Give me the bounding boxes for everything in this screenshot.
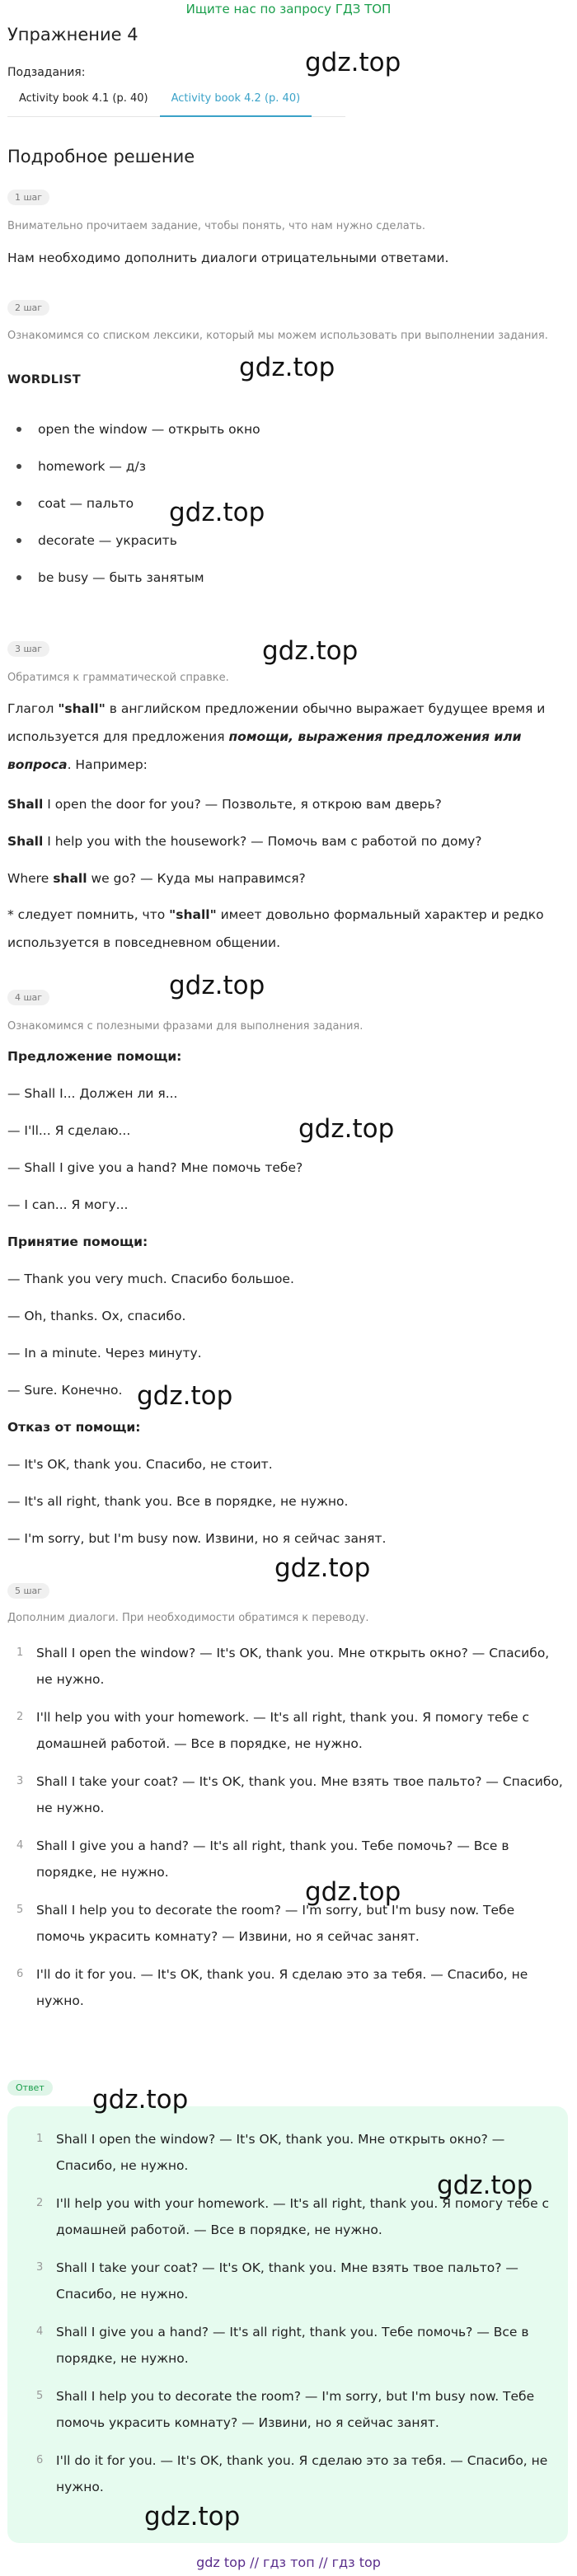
step-hint: Обратимся к грамматической справке. bbox=[7, 672, 229, 684]
watermark: gdz.top bbox=[169, 971, 265, 1000]
offer-title: Предложение помощи: bbox=[7, 1049, 182, 1064]
bullet-icon bbox=[16, 427, 21, 432]
list-item: 6 I'll do it for you. — It's OK, thank you. Я сделаю это за тебя. — Спасибо, не нужно. bbox=[16, 1967, 528, 2008]
top-banner[interactable]: Ищите нас по запросу ГДЗ ТОП bbox=[185, 2, 392, 16]
watermark: gdz.top bbox=[137, 1381, 233, 1411]
grammar-explanation: Глагол "shall" в английском предложении обычно выражает будущее время и используется для предложения помощи, выражения предложения или вопроса. Например: bbox=[7, 701, 546, 772]
list-item: 5 Shall I help you to decorate the room? — I'm sorry, but I'm busy now. Тебе помочь украсить комнату? — Извини, но я сейчас занят. bbox=[16, 1903, 515, 1944]
subtask-tabs bbox=[7, 89, 345, 117]
phrase-line: — Shall I give you a hand? Мне помочь тебе? bbox=[7, 1160, 303, 1175]
example-line: Shall I open the door for you? — Позвольте, я открою вам дверь? bbox=[7, 797, 442, 812]
list-item: 2 I'll help you with your homework. — It's all right, thank you. Я помогу тебе с домашней работой. — Все в порядке, не нужно. bbox=[36, 2196, 550, 2237]
bullet-icon bbox=[16, 501, 21, 506]
bullet-icon bbox=[16, 464, 21, 469]
step-badge: 5 шаг bbox=[7, 1583, 49, 1599]
phrase-line: — It's OK, thank you. Спасибо, не стоит. bbox=[7, 1457, 273, 1472]
step-hint: Дополним диалоги. При необходимости обратимся к переводу. bbox=[7, 1612, 369, 1624]
list-item: 3 Shall I take your coat? — It's OK, thank you. Мне взять твое пальто? — Спасибо, не нужно. bbox=[36, 2260, 518, 2302]
step-badge: 1 шаг bbox=[7, 190, 49, 205]
watermark: gdz.top bbox=[262, 636, 359, 666]
watermark: gdz.top bbox=[305, 48, 401, 77]
watermark: gdz.top bbox=[305, 1877, 401, 1907]
step-text: Нам необходимо дополнить диалоги отрицательными ответами. bbox=[7, 251, 449, 265]
phrase-line: — In a minute. Через минуту. bbox=[7, 1346, 202, 1361]
step-hint: Ознакомимся с полезными фразами для выполнения задания. bbox=[7, 1020, 364, 1033]
watermark: gdz.top bbox=[169, 498, 265, 527]
step-hint: Ознакомимся со списком лексики, который мы можем использовать при выполнении задания. bbox=[7, 330, 548, 342]
wordlist bbox=[16, 410, 564, 596]
phrase-line: — Shall I... Должен ли я... bbox=[7, 1086, 178, 1101]
answer-badge: Ответ bbox=[7, 2080, 53, 2096]
refuse-title: Отказ от помощи: bbox=[7, 1420, 141, 1435]
watermark: gdz.top bbox=[239, 353, 335, 382]
step-badge: 2 шаг bbox=[7, 300, 49, 316]
tab-activity-book-4-2[interactable]: Activity book 4.2 (p. 40) bbox=[160, 89, 312, 117]
list-item: 1 Shall I open the window? — It's OK, thank you. Мне открыть окно? — Спасибо, не нужно. bbox=[36, 2132, 505, 2173]
list-item: homework — д/з bbox=[16, 447, 564, 485]
footer-links[interactable]: gdz top // гдз топ // гдз top bbox=[196, 2555, 381, 2570]
bullet-icon bbox=[16, 575, 21, 580]
step-badge: 3 шаг bbox=[7, 641, 49, 657]
step-badge: 4 шаг bbox=[7, 990, 49, 1005]
list-item: 6 I'll do it for you. — It's OK, thank you. Я сделаю это за тебя. — Спасибо, не нужно. bbox=[36, 2453, 548, 2494]
accept-title: Принятие помощи: bbox=[7, 1234, 148, 1249]
solution-heading: Подробное решение bbox=[7, 147, 195, 166]
phrase-line: — Oh, thanks. Ох, спасибо. bbox=[7, 1309, 186, 1323]
list-item: coat — пальто bbox=[16, 485, 564, 522]
step-hint: Внимательно прочитаем задание, чтобы понять, что нам нужно сделать. bbox=[7, 220, 426, 232]
list-item: 4 Shall I give you a hand? — It's all right, thank you. Тебе помочь? — Все в порядке, не нужно. bbox=[36, 2325, 529, 2366]
list-item: 5 Shall I help you to decorate the room? — I'm sorry, but I'm busy now. Тебе помочь украсить комнату? — Извини, но я сейчас занят. bbox=[36, 2389, 535, 2430]
watermark: gdz.top bbox=[274, 1553, 371, 1583]
phrase-line: — I can... Я могу... bbox=[7, 1197, 129, 1212]
phrase-line: — I'm sorry, but I'm busy now. Извини, но я сейчас занят. bbox=[7, 1531, 387, 1546]
list-item: 1 Shall I open the window? — It's OK, thank you. Мне открыть окно? — Спасибо, не нужно. bbox=[16, 1646, 550, 1687]
list-item: 4 Shall I give you a hand? — It's all right, thank you. Тебе помочь? — Все в порядке, не нужно. bbox=[16, 1838, 509, 1880]
dialog-list bbox=[16, 1640, 565, 2026]
page-title: Упражнение 4 bbox=[7, 25, 138, 44]
phrase-line: — Thank you very much. Спасибо большое. bbox=[7, 1272, 294, 1286]
list-item: decorate — украсить bbox=[16, 522, 564, 559]
phrase-line: — It's all right, thank you. Все в порядке, не нужно. bbox=[7, 1494, 349, 1509]
tab-activity-book-4-1[interactable]: Activity book 4.1 (p. 40) bbox=[19, 92, 148, 105]
list-item: open the window — открыть окно bbox=[16, 410, 564, 447]
example-line: Where shall we go? — Куда мы направимся? bbox=[7, 871, 306, 886]
subtasks-label: Подзадания: bbox=[7, 66, 86, 79]
phrase-line: — I'll... Я сделаю... bbox=[7, 1123, 131, 1138]
bullet-icon bbox=[16, 538, 21, 543]
note: * следует помнить, что "shall" имеет довольно формальный характер и редко используется в повседневном общении. bbox=[7, 907, 544, 950]
phrase-line: — Sure. Конечно. bbox=[7, 1383, 123, 1398]
wordlist-title: WORDLIST bbox=[7, 373, 81, 386]
list-item: be busy — быть занятым bbox=[16, 559, 564, 596]
example-line: Shall I help you with the housework? — Помочь вам с работой по дому? bbox=[7, 834, 482, 849]
watermark: gdz.top bbox=[92, 2085, 189, 2115]
watermark: gdz.top bbox=[437, 2171, 533, 2200]
watermark: gdz.top bbox=[144, 2502, 241, 2532]
list-item: 2 I'll help you with your homework. — It's all right, thank you. Я помогу тебе с домашней работой. — Все в порядке, не нужно. bbox=[16, 1710, 530, 1751]
list-item: 3 Shall I take your coat? — It's OK, thank you. Мне взять твое пальто? — Спасибо, не нужно. bbox=[16, 1774, 563, 1815]
watermark: gdz.top bbox=[298, 1114, 395, 1144]
